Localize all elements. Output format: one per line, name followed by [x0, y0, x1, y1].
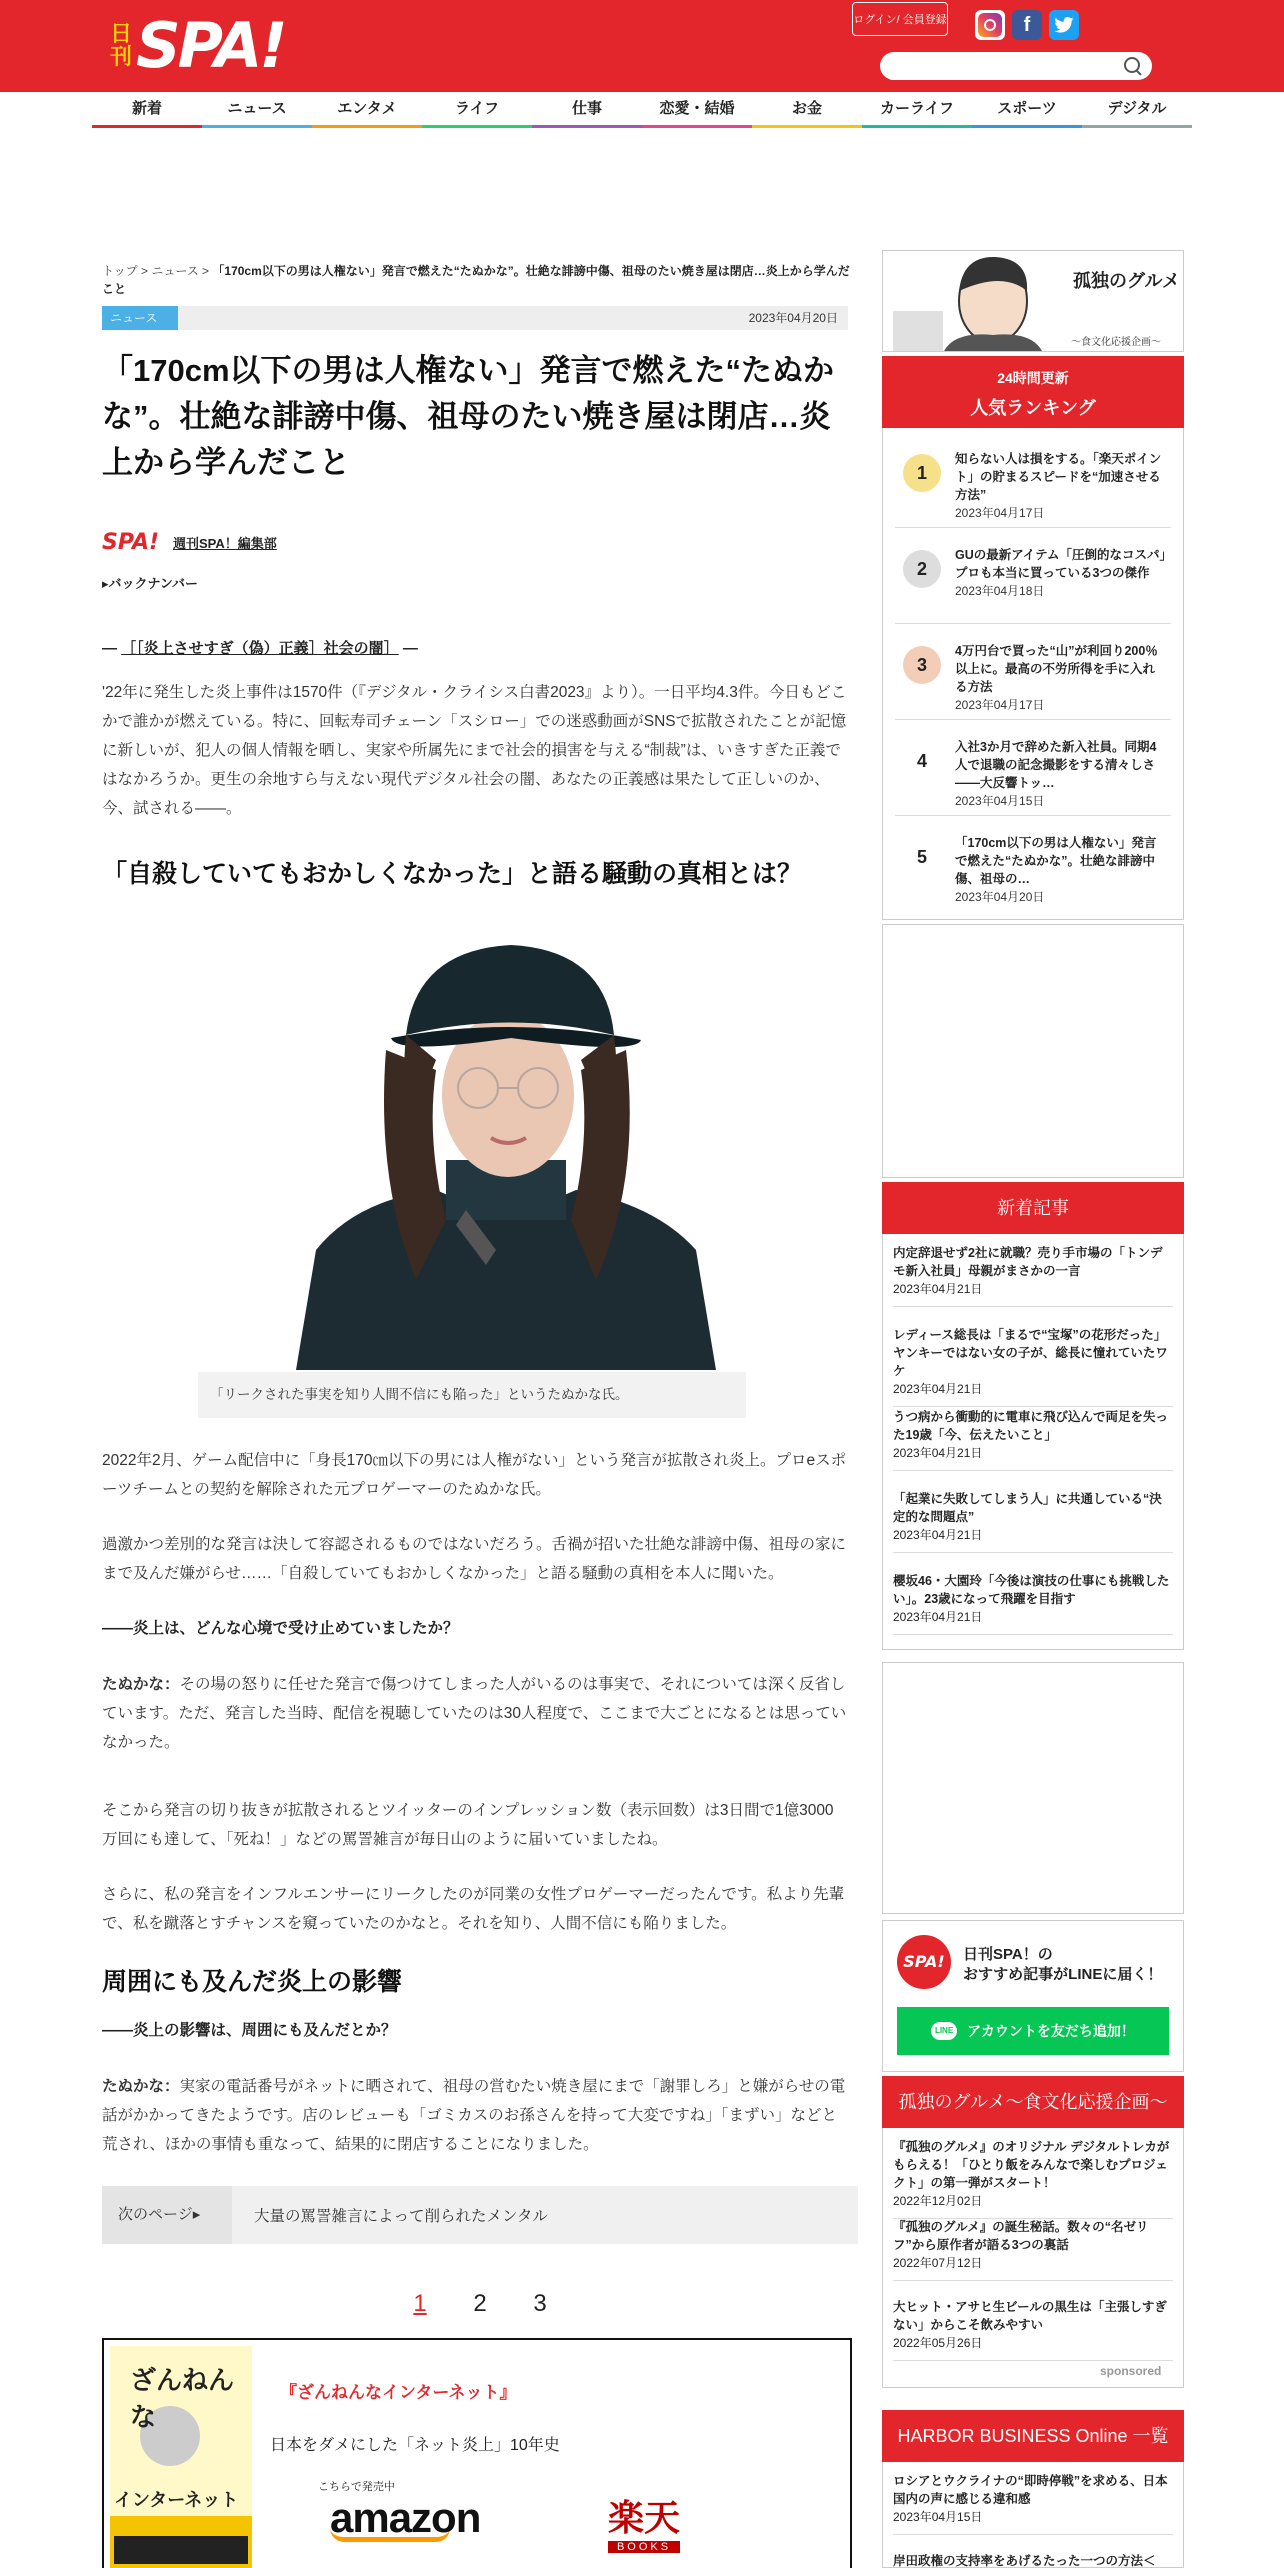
search-input[interactable] — [880, 52, 1152, 80]
ranking-date: 2023年04月18日 — [955, 584, 1045, 598]
spa-line-logo: SPA! — [897, 1935, 951, 1989]
section-heading: 周囲にも及んだ炎上の影響 — [102, 1968, 403, 1996]
photo-caption: 「リークされた事実を知り人間不信にも陥った」というたぬかな氏。 — [198, 1372, 746, 1418]
ranking-date: 2023年04月20日 — [955, 890, 1045, 904]
harbor-header[interactable]: HARBOR BUSINESS Online 一覧 — [882, 2410, 1184, 2462]
ad-slot — [882, 924, 1184, 1178]
article-photo — [296, 920, 716, 1370]
nav-item[interactable]: ライフ — [422, 94, 532, 127]
ranking-item[interactable] — [895, 432, 1171, 528]
ranking-date: 2023年04月17日 — [955, 698, 1045, 712]
ranking-date: 2023年04月15日 — [955, 794, 1045, 808]
ranking-title: 4万円台で買った“山”が利回り200％以上に。最高の不労所得を手に入れる方法 2023年04月17日 — [955, 642, 1167, 714]
site-logo[interactable] — [110, 9, 285, 82]
article-paragraph: さらに、私の発言をインフルエンサーにリークしたのが同業の女性プロゲーマーだったんです。私より先輩で、私を蹴落とすチャンスを窺っていたのかなと。それを知り、人間不信にも陥りました。 — [102, 1886, 845, 1932]
nav-underline — [752, 125, 862, 128]
ranking-item[interactable] — [895, 528, 1171, 624]
next-page-label: 次のページ▸ — [102, 2186, 232, 2244]
rank-number: 4 — [903, 742, 941, 780]
nav-underline — [532, 125, 642, 128]
new-articles-list — [882, 1234, 1184, 1650]
twitter-icon[interactable] — [1049, 10, 1079, 40]
article-lead: '22年に発生した炎上事件は1570件（『デジタル・クライシス白書2023』より）。一日平均4.3件。今日もどこかで誰かが燃えている。特に、回転寿司チェーン「スシロー」での迷惑動画がSNSで拡散されたことが記憶に新しいが、犯人の個人情報を晒し、実家や所属先にまで社会的損害を与える“制裁”は、いきすぎた正義ではなかろうか。更生の余地すら与えない現代デジタル社会の闇、あなたの正義感は果たして正しいのか、今、試される――。 — [102, 684, 847, 817]
page-link-1[interactable]: 1 — [413, 2290, 427, 2317]
page-link-2[interactable]: 2 — [473, 2290, 487, 2317]
book-cover[interactable]: ざんねんな インターネット — [110, 2346, 252, 2568]
nav-item[interactable]: エンタメ — [312, 94, 422, 127]
rank-number: 3 — [903, 646, 941, 684]
ranking-title: 知らない人は損をする。「楽天ポイント」の貯まるスピードを“加速させる方法” 2023年04月17日 — [955, 450, 1167, 522]
line-add-friend-button[interactable]: LINE アカウントを友だち追加！ — [897, 2007, 1169, 2055]
ranking-item[interactable] — [895, 624, 1171, 720]
author-logo: SPA! — [102, 530, 160, 555]
ranking-header: 24時間更新 人気ランキング — [882, 356, 1184, 428]
ranking-item[interactable] — [895, 816, 1171, 912]
author-name-link[interactable]: 週刊SPA！編集部 — [173, 536, 277, 551]
rank-number: 2 — [903, 550, 941, 588]
interview-question: ――炎上の影響は、周囲にも及んだとか？ — [102, 2022, 397, 2039]
interview-answer: たぬかな：実家の電話番号がネットに晒されて、祖母の営むたい焼き屋にまで「謝罪しろ」と嫌がらせの電話がかかってきたようです。店のレビューも「ゴミカスのお孫さんを持って大変ですね」「まずい」などと荒され、ほかの事情も重なって、結果的に閉店することになりました。 — [102, 2078, 846, 2153]
pagination — [390, 2290, 570, 2318]
ranking-title: 入社3か月で辞めた新入社員。同期4人で退職の記念撮影をする清々しさ――大反響トッ… 2023年04月15日 — [955, 738, 1167, 810]
nav-underline — [202, 125, 312, 128]
article-paragraph: 過激かつ差別的な発言は決して容認されるものではないだろう。舌禍が招いた壮絶な誹謗中傷、祖母の家にまで及んだ嫌がらせ……「自殺していてもおかしくなかった」と語る騒動の真相を本人に聞いた。 — [102, 1536, 847, 1582]
article-date: 2022年05月26日 — [893, 2336, 983, 2350]
nav-underline — [642, 125, 752, 128]
nav-underline — [1082, 125, 1192, 128]
sidebar-article-link[interactable]: 『孤独のグルメ』のオリジナル デジタルトレカがもらえる！「ひとり飯をみんなで楽しむプロジェクト」の第一弾がスタート！ 2022年12月02日 — [893, 2138, 1173, 2219]
breadcrumb-links[interactable]: トップ > ニュース > — [102, 264, 213, 278]
gourmet-banner-title: 孤独のグルメ — [1073, 271, 1180, 292]
next-page-link[interactable] — [102, 2186, 858, 2244]
next-page-title: 大量の罵詈雑言によって削られたメンタル — [254, 2208, 548, 2225]
backnumber-link[interactable]: ▸バックナンバー — [102, 576, 198, 591]
article-date: 2023年04月21日 — [893, 1446, 983, 1460]
nav-item[interactable]: スポーツ — [972, 94, 1082, 127]
interview-answer: たぬかな：その場の怒りに任せた発言で傷つけてしまった人がいるのは事実で、それについては深く反省しています。ただ、発言した当時、配信を視聴していたのは30人程度で、ここまで大ごとになるとは思っていなかった。 — [102, 1676, 847, 1751]
interview-question: ――炎上は、どんな心境で受け止めていましたか？ — [102, 1620, 459, 1637]
logo-kanji: 日 刊 — [110, 22, 133, 70]
gourmet-header: 孤独のグルメ～食文化応援企画～ — [882, 2076, 1184, 2128]
ranking-item[interactable] — [895, 720, 1171, 816]
breadcrumb — [102, 262, 852, 298]
article-date: 2023年04月21日 — [893, 1282, 983, 1296]
category-nav — [92, 94, 1192, 128]
sidebar-article-link[interactable]: 内定辞退せず2社に就職？売り手市場の「トンデモ新入社員」母親がまさかの一言 2023年04月21日 — [893, 1244, 1173, 1307]
ranking-title: GUの最新アイテム「圧倒的なコスパ」プロも本当に買っている3つの傑作 2023年04月18日 — [955, 548, 1166, 598]
ranking-list — [882, 428, 1184, 920]
line-promo-text: 日刊SPA！の おすすめ記事がLINEに届く！ — [963, 1946, 1163, 1983]
author — [102, 530, 277, 555]
gourmet-banner-sub: ～食文化応援企画～ — [1071, 337, 1161, 348]
article-date: 2023年04月15日 — [893, 2510, 983, 2524]
nav-item[interactable]: 新着 — [92, 94, 202, 127]
instagram-icon[interactable] — [975, 10, 1005, 40]
article-title: 「170cm以下の男は人権ない」発言で燃えた“たぬかな”。壮絶な誹謗中傷、祖母のたい焼き屋は閉店…炎上から学んだこと — [102, 353, 835, 480]
ranking-title: 「170cm以下の男は人権ない」発言で燃えた“たぬかな”。壮絶な誹謗中傷、祖母の… 2023年04月20日 — [955, 834, 1167, 906]
article-paragraph: そこから発言の切り抜きが拡散されるとツイッターのインプレッション数（表示回数）は3日間で1億3000万回にも達して、「死ね！」などの罵詈雑言が毎日山のように届いていましたね。 — [102, 1802, 834, 1848]
gourmet-banner[interactable] — [882, 250, 1184, 352]
breadcrumb-current: 「170cm以下の男は人権ない」発言で燃えた“たぬかな”。壮絶な誹謗中傷、祖母のたい焼き屋は閉店…炎上から学んだこと — [102, 264, 850, 296]
book-subtitle: 日本をダメにした「ネット炎上」10年史 — [270, 2437, 560, 2454]
series-link[interactable]: ［［炎上させすぎ（偽）正義］社会の闇］ — [121, 640, 399, 657]
site-header — [0, 0, 1284, 92]
sidebar-article-link[interactable]: 櫻坂46・大園玲「今後は演技の仕事にも挑戦したい」。23歳になって飛躍を目指す 2023年04月21日 — [893, 1572, 1173, 1635]
ad-slot — [882, 1662, 1184, 1914]
line-icon: LINE — [931, 2022, 957, 2040]
harbor-list — [882, 2462, 1184, 2568]
nav-underline — [422, 125, 532, 128]
article-date: 2023年04月21日 — [893, 1528, 983, 1542]
sponsored-label: sponsored — [1100, 2364, 1162, 2378]
nav-item[interactable]: ニュース — [202, 94, 312, 127]
gourmet-list — [882, 2128, 1184, 2388]
nav-item[interactable]: 恋愛・結婚 — [642, 94, 752, 127]
rank-number: 5 — [903, 838, 941, 876]
search-icon[interactable] — [1124, 57, 1142, 75]
book-title[interactable]: 『ざんねんなインターネット』 — [280, 2383, 517, 2402]
amazon-link[interactable]: こちらで発売中 amazon — [318, 2481, 481, 2541]
sidebar-article-link[interactable]: 「起業に失敗してしまう人」に共通している“決定的な問題点” 2023年04月21日 — [893, 1490, 1173, 1553]
book-promo — [102, 2338, 852, 2568]
nav-underline — [312, 125, 422, 128]
facebook-icon[interactable]: f — [1012, 10, 1042, 40]
nav-item[interactable]: お金 — [752, 94, 862, 127]
rank-number: 1 — [903, 454, 941, 492]
category-badge[interactable]: ニュース — [102, 306, 178, 330]
login-button[interactable]: ログイン/ 会員登録 — [852, 2, 948, 36]
page-link-3[interactable]: 3 — [533, 2290, 547, 2317]
article-paragraph: 2022年2月、ゲーム配信中に「身長170㎝以下の男には人権がない」という発言が拡散され炎上。プロeスポーツチームとの契約を解除された元プロゲーマーのたぬかな氏。 — [102, 1452, 847, 1498]
logo-text: SPA! — [136, 9, 285, 82]
nav-underline — [92, 125, 202, 128]
sidebar-article-link[interactable]: うつ病から衝動的に電車に飛び込んで両足を失った19歳「今、伝えたいこと」 2023年04月21日 — [893, 1408, 1173, 1471]
article-date: 2023年04月21日 — [893, 1610, 983, 1624]
sidebar-article-link[interactable]: レディース総長は「まるで“宝塚”の花形だった」ヤンキーではない女の子が、総長に憧れていたワケ 2023年04月21日 — [893, 1326, 1173, 1407]
article-date: 2022年07月12日 — [893, 2256, 983, 2270]
nav-item[interactable]: デジタル — [1082, 94, 1192, 127]
article-date: 2023年04月20日 — [748, 311, 838, 325]
article-date: 2022年12月02日 — [893, 2194, 983, 2208]
article-meta — [102, 306, 848, 330]
nav-item[interactable]: 仕事 — [532, 94, 642, 127]
section-heading: 「自殺していてもおかしくなかった」と語る騒動の真相とは？ — [102, 860, 803, 888]
nav-underline — [862, 125, 972, 128]
nav-underline — [972, 125, 1082, 128]
series-title: ― ［［炎上させすぎ（偽）正義］社会の闇］ ― — [102, 640, 418, 657]
ranking-date: 2023年04月17日 — [955, 506, 1045, 520]
sidebar-article-link[interactable]: 大ヒット・アサヒ生ビールの黒生は「主張しすぎない」からこそ飲みやすい 2022年05月26日 — [893, 2298, 1173, 2361]
nav-item[interactable]: カーライフ — [862, 94, 972, 127]
rakuten-books-link[interactable]: 楽天 BOOKS — [608, 2497, 681, 2553]
sidebar-article-link[interactable]: 『孤独のグルメ』の誕生秘話。数々の“名ゼリフ”から原作者が語る3つの裏話 2022年07月12日 — [893, 2218, 1173, 2281]
sidebar-article-link[interactable]: 岸田政権の支持率をあげるたった一つの方法＜ — [893, 2552, 1173, 2568]
article-date: 2023年04月21日 — [893, 1382, 983, 1396]
sidebar-article-link[interactable]: ロシアとウクライナの“即時停戦”を求める、日本国内の声に感じる違和感 2023年04月15日 — [893, 2472, 1173, 2535]
new-articles-header: 新着記事 — [882, 1182, 1184, 1234]
line-promo — [882, 1920, 1184, 2072]
